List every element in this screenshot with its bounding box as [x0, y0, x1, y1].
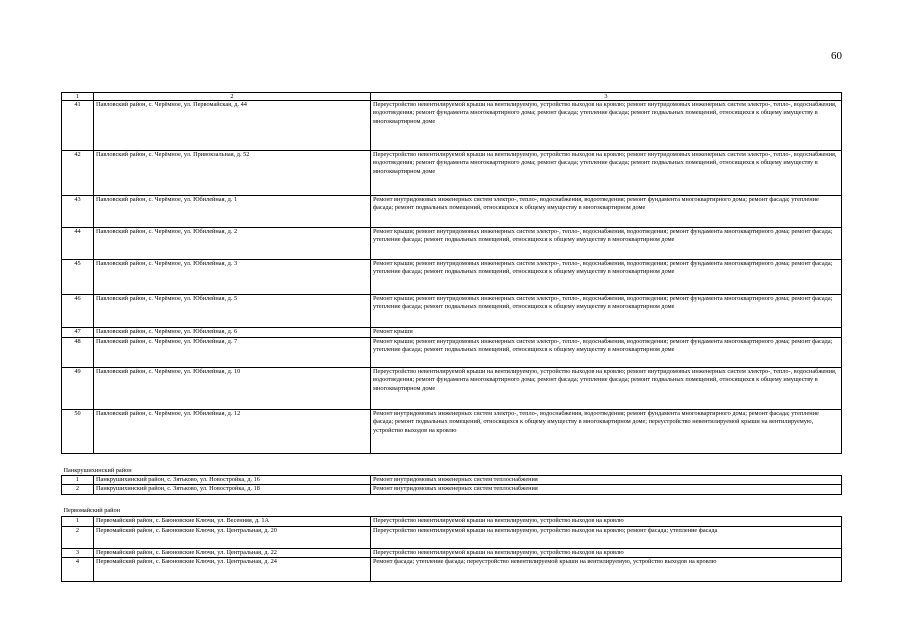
table-row — [62, 328, 842, 338]
row-address: Павловский район, с. Черёмное, ул. Юбилейная, д. 1 — [94, 196, 371, 228]
row-address: Первомайский район, с. Баюновские Ключи, ул. Центральная, д. 20 — [94, 526, 371, 548]
row-address: Павловский район, с. Черёмное, ул. Юбилейная, д. 6 — [94, 328, 371, 338]
row-number: 43 — [62, 196, 94, 228]
section-header-row — [62, 454, 842, 476]
row-works: Ремонт внутридомовых инженерных систем теплоснабжения — [371, 476, 842, 485]
table-row — [62, 526, 842, 548]
table-row — [62, 476, 842, 485]
table-row — [62, 228, 842, 260]
section-title: Первомайский район — [62, 494, 842, 516]
row-address: Первомайский район, с. Баюновские Ключи, ул. Центральная, д. 22 — [94, 548, 371, 557]
row-number: 50 — [62, 410, 94, 454]
row-works: Переустройство невентилируемой крыши на вентилируемую, устройство выходов на кровлю; ремонт фасада; утепление фасада — [371, 526, 842, 548]
table-row — [62, 151, 842, 196]
table-row — [62, 548, 842, 557]
row-address: Павловский район, с. Черёмное, ул. Юбилейная, д. 2 — [94, 228, 371, 260]
row-address: Павловский район, с. Черёмное, ул. Первомайская, д. 44 — [94, 101, 371, 151]
row-number: 49 — [62, 368, 94, 410]
row-address: Павловский район, с. Черёмное, ул. Юбилейная, д. 7 — [94, 338, 371, 368]
table-header-row — [62, 93, 842, 101]
row-number: 48 — [62, 338, 94, 368]
row-number: 44 — [62, 228, 94, 260]
table-row — [62, 101, 842, 151]
row-address: Панкрушихинский район, с. Зятьково, ул. Новостройка, д. 18 — [94, 485, 371, 494]
row-works: Переустройство невентилируемой крыши на вентилируемую, устройство выходов на кровлю; ремонт внутридомовых инженерных систем электро-, тепло-, водоснабжения, водоотведения; ремонт фундамента многоквартирного дома; ремонт фасада; утепление фасада; ремонт подвальных помещений, относящихся к общему имуществу в многоквартирном доме — [371, 368, 842, 410]
table-row — [62, 368, 842, 410]
row-works: Переустройство невентилируемой крыши на вентилируемую, устройство выходов на кровлю; ремонт внутридомовых инженерных систем электро-, тепло-, водоснабжения, водоотведения; ремонт фундамента многоквартирного дома; ремонт фасада; утепление фасада; ремонт подвальных помещений, относящихся к общему имуществу в многоквартирном доме — [371, 151, 842, 196]
row-works: Переустройство невентилируемой крыши на вентилируемую, устройство выходов на кровлю; ремонт внутридомовых инженерных систем электро-, тепло-, водоснабжения, водоотведения; ремонт фундамента многоквартирного дома; ремонт фасада; утепление фасада; ремонт подвальных помещений, относящихся к общему имуществу в многоквартирном доме — [371, 101, 842, 151]
row-number: 42 — [62, 151, 94, 196]
table-row — [62, 260, 842, 295]
row-number: 3 — [62, 548, 94, 557]
table-row — [62, 557, 842, 581]
row-number: 47 — [62, 328, 94, 338]
section-title: Панкрушихинский район — [62, 454, 842, 476]
row-works: Переустройство невентилируемой крыши на вентилируемую, устройство выходов на кровлю — [371, 548, 842, 557]
table-row — [62, 485, 842, 494]
row-works: Ремонт внутридомовых инженерных систем электро-, тепло-, водоснабжения, водоотведения; ремонт фундамента многоквартирного дома; ремонт фасада; утепление фасада; ремонт подвальных помещений, относящихся к общему имуществу в многоквартирном доме — [371, 196, 842, 228]
row-number: 4 — [62, 557, 94, 581]
table-row — [62, 410, 842, 454]
header-col-3: 3 — [371, 93, 842, 101]
row-address: Павловский район, с. Черёмное, ул. Юбилейная, д. 5 — [94, 295, 371, 328]
row-number: 2 — [62, 526, 94, 548]
row-number: 1 — [62, 516, 94, 526]
row-works: Ремонт крыши; ремонт внутридомовых инженерных систем электро-, тепло-, водоснабжения, водоотведения; ремонт фундамента многоквартирного дома; ремонт фасада; утепление фасада; ремонт подвальных помещений, относящихся к общему имуществу в многоквартирном доме — [371, 260, 842, 295]
row-works: Ремонт внутридомовых инженерных систем теплоснабжения — [371, 485, 842, 494]
table-row — [62, 295, 842, 328]
row-address: Павловский район, с. Черёмное, ул. Привокзальная, д. 52 — [94, 151, 371, 196]
row-works: Ремонт фасада; утепление фасада; переустройство невентилируемой крыши на вентилируемую, устройство выходов на кровлю — [371, 557, 842, 581]
row-address: Первомайский район, с. Баюновские Ключи, ул. Весенняя, д. 1А — [94, 516, 371, 526]
table-row — [62, 516, 842, 526]
row-number: 45 — [62, 260, 94, 295]
section-header-row — [62, 494, 842, 516]
row-address: Первомайский район, с. Баюновские Ключи, ул. Центральная, д. 24 — [94, 557, 371, 581]
row-address: Павловский район, с. Черёмное, ул. Юбилейная, д. 12 — [94, 410, 371, 454]
repair-program-table — [61, 92, 842, 582]
table-row — [62, 338, 842, 368]
row-address: Панкрушихинский район, с. Зятьково, ул. Новостройка, д. 16 — [94, 476, 371, 485]
table-row — [62, 196, 842, 228]
row-number: 41 — [62, 101, 94, 151]
row-works: Ремонт крыши; ремонт внутридомовых инженерных систем электро-, тепло-, водоснабжения, водоотведения; ремонт фундамента многоквартирного дома; ремонт фасада; утепление фасада; ремонт подвальных помещений, относящихся к общему имуществу в многоквартирном доме — [371, 338, 842, 368]
page-number: 60 — [831, 50, 842, 62]
row-works: Переустройство невентилируемой крыши на вентилируемую, устройство выходов на кровлю — [371, 516, 842, 526]
row-address: Павловский район, с. Черёмное, ул. Юбилейная, д. 10 — [94, 368, 371, 410]
header-col-1: 1 — [62, 93, 94, 101]
row-number: 1 — [62, 476, 94, 485]
row-number: 46 — [62, 295, 94, 328]
row-works: Ремонт крыши; ремонт внутридомовых инженерных систем электро-, тепло-, водоснабжения, водоотведения; ремонт фундамента многоквартирного дома; ремонт фасада; утепление фасада; ремонт подвальных помещений, относящихся к общему имуществу в многоквартирном доме — [371, 295, 842, 328]
row-works: Ремонт крыши — [371, 328, 842, 338]
row-address: Павловский район, с. Черёмное, ул. Юбилейная, д. 3 — [94, 260, 371, 295]
header-col-2: 2 — [94, 93, 371, 101]
row-number: 2 — [62, 485, 94, 494]
row-works: Ремонт крыши; ремонт внутридомовых инженерных систем электро-, тепло-, водоснабжения, водоотведения; ремонт фундамента многоквартирного дома; ремонт фасада; утепление фасада; ремонт подвальных помещений, относящихся к общему имуществу в многоквартирном доме — [371, 228, 842, 260]
row-works: Ремонт внутридомовых инженерных систем электро-, тепло-, водоснабжения, водоотведения; ремонт фундамента многоквартирного дома; ремонт фасада; утепление фасада; ремонт подвальных помещений, относящихся к общему имуществу в многоквартирном доме; переустройство невентилируемой крыши на вентилируемую, устройство выходов на кровлю — [371, 410, 842, 454]
